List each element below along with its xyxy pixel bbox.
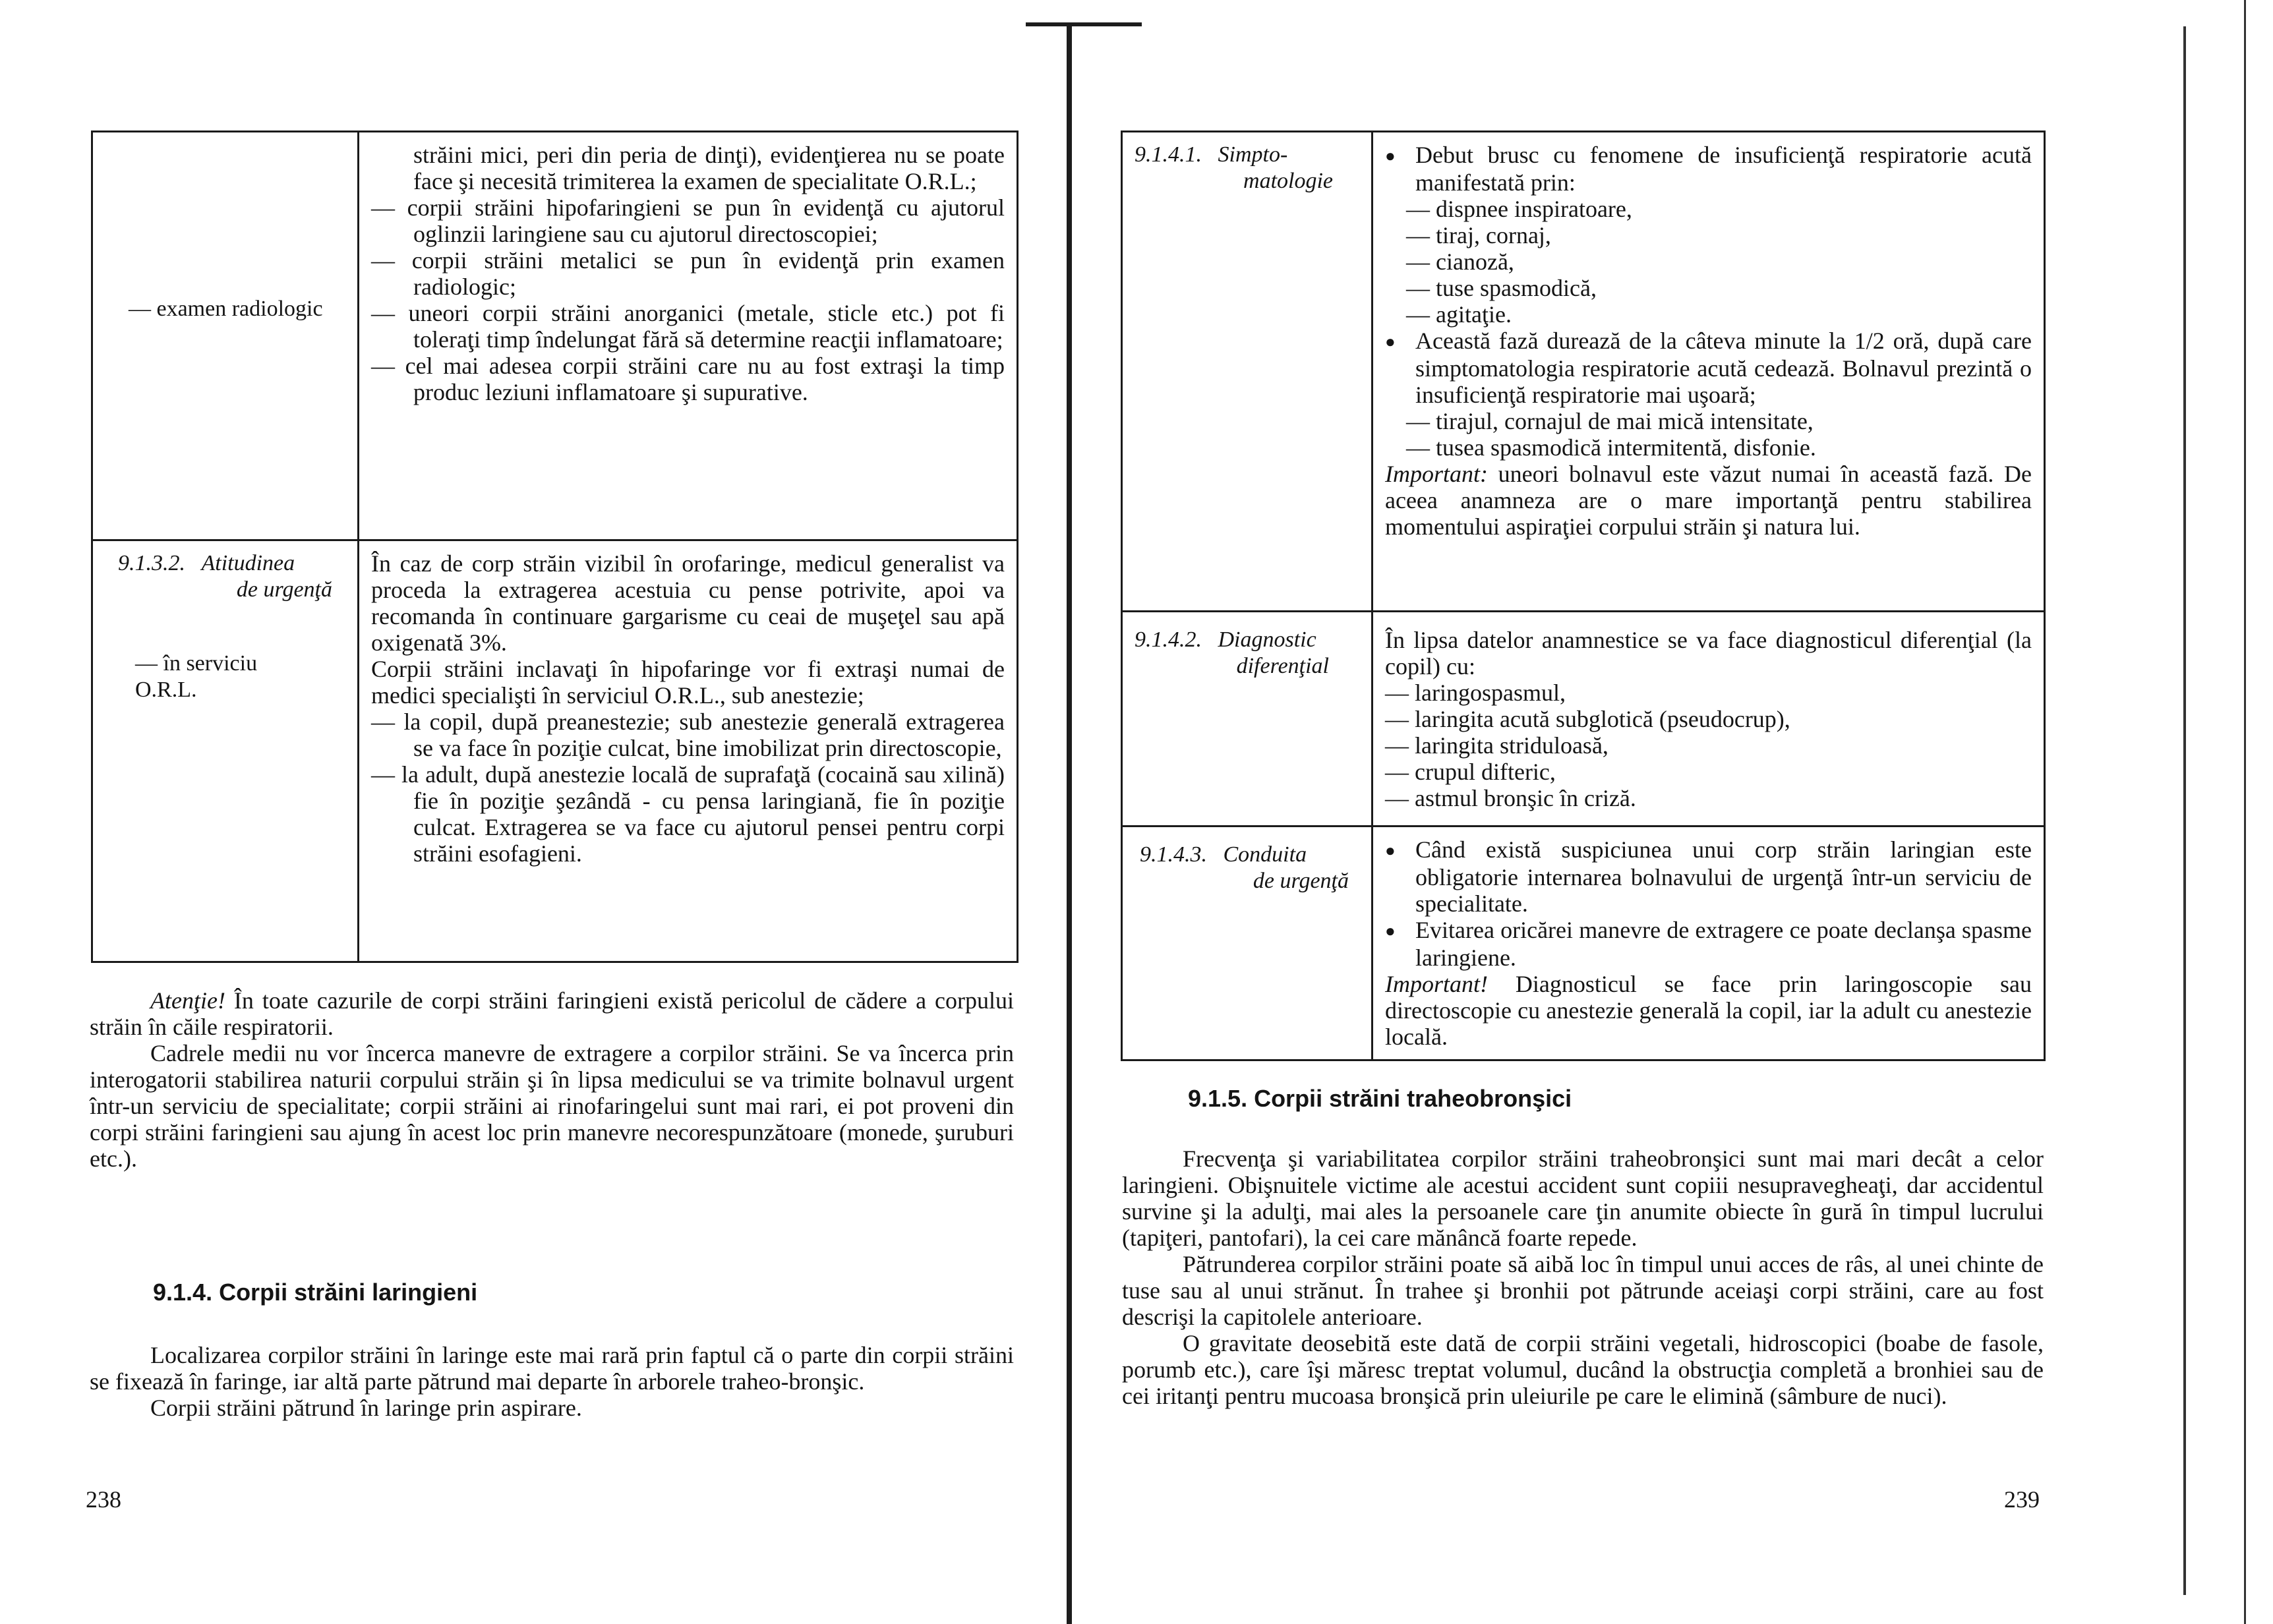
row-content xyxy=(359,132,1018,540)
row-label xyxy=(92,132,359,540)
section-heading: 9.1.4. Corpii străini laringieni xyxy=(153,1279,478,1306)
list-item: — la copil, după preanestezie; sub anestezie generală extragerea se va face în poziţie culcat, bine imobilizat prin directoscopie, xyxy=(371,709,1005,761)
row-content xyxy=(359,540,1018,962)
paragraph: O gravitate deosebită este dată de corpii străini vegetali, hidroscopici (boabe de fasole, porumb etc.), care îşi măresc treptat volumul, ducând la obstrucţia completă a bronhiei sau de cei iritanţi pentru mucoasa bronşică prin uleiurile pe care le elimină (sâmbure de nuci). xyxy=(1122,1330,2044,1409)
section-heading: 9.1.5. Corpii străini traheobronşici xyxy=(1188,1085,1572,1112)
section-label xyxy=(105,550,345,577)
table-row xyxy=(92,540,1018,962)
section-title: Atitudinea xyxy=(201,551,295,575)
right-page xyxy=(1073,0,2273,1624)
left-page xyxy=(0,0,1068,1624)
section-title-line2: matologie xyxy=(1243,169,1333,193)
list-item: — la adult, după anestezie locală de suprafaţă (cocaină sau xilină) fie în poziţie şezândă - cu pensa laringiană, fie în poziţie culcat. Extragerea se va face cu ajutorul pensei pentru corpi străini esofagieni. xyxy=(371,761,1005,867)
list-item: — uneori corpii străini anorganici (metale, sticle etc.) pot fi toleraţi timp îndelungat fără să determine reacţii inflamatoare; xyxy=(371,300,1005,353)
section-label xyxy=(1135,842,1359,868)
bullet-item: ● Această fază durează de la câteva minute la 1/2 oră, după care simptomatologia respiratorie acută cedează. Bolnavul prezintă o insuficienţă respiratorie mai uşoară; xyxy=(1385,328,2032,408)
section-number: 9.1.4.2. xyxy=(1135,627,1202,652)
right-body-text xyxy=(1122,1146,2044,1409)
section-title-line2: de urgenţă xyxy=(236,577,332,602)
left-table xyxy=(91,130,1018,963)
attention-paragraph xyxy=(90,987,1014,1040)
left-body-text xyxy=(90,987,1014,1172)
section-title: Conduita xyxy=(1223,842,1307,867)
bullet-item: ● Debut brusc cu fenomene de insuficienţă respiratorie acută manifestată prin: xyxy=(1385,142,2032,196)
list-item: — tuse spasmodică, xyxy=(1385,275,2032,301)
continuation-text: străini mici, peri din peria de dinţi), evidenţierea nu se poate face şi necesită trimiterea la examen de specialitate O.R.L.; xyxy=(413,142,1005,194)
row-content xyxy=(1373,132,2045,612)
paragraph: Corpii străini inclavaţi în hipofaringe vor fi extraşi numai de medici specialişti în serviciul O.R.L., sub anestezie; xyxy=(371,656,1005,709)
label-examen-radiologic: — examen radiologic xyxy=(129,297,323,321)
page-number: 238 xyxy=(86,1486,121,1513)
list-item: — laringita acută subglotică (pseudocrup), xyxy=(1385,706,2032,732)
important-label: Important! xyxy=(1385,971,1488,997)
paragraph: Frecvenţa şi variabilitatea corpilor străini traheobronşici sunt mai mari decât a celor laringieni. Obişnuitele victime ale acestui accident sunt copiii nesupravegheaţi, dar accidentul survine şi la adulţi, mai ales la persoanele care ţin anumite obiecte în gură în timpul lucrului (tapiţeri, pantofari), la cei care mănâncă foarte repede. xyxy=(1122,1146,2044,1251)
paragraph: Localizarea corpilor străini în laringe este mai rară prin faptul că o parte din corpii străini se fixează în faringe, iar altă parte pătrund mai departe în arborele traheo-bronşic. xyxy=(90,1342,1014,1395)
important-text: Diagnosticul se face prin laringoscopie sau directoscopie cu anestezie generală la copil, iar la adult cu anestezie locală. xyxy=(1385,971,2032,1050)
list-item: — cianoză, xyxy=(1385,248,2032,275)
section-title-line2: de urgenţă xyxy=(1253,869,1349,893)
section-number: 9.1.4.1. xyxy=(1135,142,1202,167)
important-text: uneori bolnavul este văzut numai în această fază. De aceea anamneza are o mare importanţă pentru stabilirea momentului aspiraţiei corpului străin şi natura lui. xyxy=(1385,461,2032,540)
attention-label: Atenţie! xyxy=(150,987,225,1014)
row-label xyxy=(1122,826,1373,1060)
paragraph: Corpii străini pătrund în laringe prin aspirare. xyxy=(150,1395,582,1421)
list-item: — dispnee inspiratoare, xyxy=(1385,196,2032,222)
section-number: 9.1.4.3. xyxy=(1140,842,1207,867)
paragraph: În caz de corp străin vizibil în orofaringe, medicul generalist va proceda la extragerea acestuia cu pense potrivite, apoi va recomanda în continuare gargarisme cu ceai de muşeţel sau apă oxigenată 3%. xyxy=(371,550,1005,656)
table-row xyxy=(92,132,1018,540)
sub-label: — în serviciu O.R.L. xyxy=(135,651,258,702)
row-label xyxy=(1122,132,1373,612)
list-item: — astmul bronşic în criză. xyxy=(1385,785,2032,811)
section-title-line2: diferenţial xyxy=(1236,654,1329,678)
section-title: Simpto- xyxy=(1218,142,1288,167)
list-item: — agitaţie. xyxy=(1385,301,2032,328)
paragraph: Cadrele medii nu vor încerca manevre de extragere a corpilor străini. Se va încerca prin interogatorii stabilirea naturii corpului străin şi în lipsa medicului se va trimite bolnavul urgent într-un serviciu de specialitate; corpii străini ai rinofaringelui sunt mai rari, ei pot proveni din corpi străini faringieni sau ajung în acest loc prin manevre necorespunzătoare (monede, şuruburi etc.). xyxy=(90,1040,1014,1172)
table-row xyxy=(1122,826,2045,1060)
right-table xyxy=(1121,130,2046,1061)
paragraph: În lipsa datelor anamnestice se va face diagnosticul diferenţial (la copil) cu: xyxy=(1385,627,2032,680)
section-label xyxy=(1135,627,1359,653)
page-number: 239 xyxy=(2004,1486,2040,1513)
important-note xyxy=(1385,461,2032,540)
list-item: — laringita striduloasă, xyxy=(1385,732,2032,759)
bullet-item: ● Evitarea oricărei manevre de extragere ce poate declanşa spasme laringiene. xyxy=(1385,917,2032,971)
row-content xyxy=(1373,826,2045,1060)
important-label: Important: xyxy=(1385,461,1488,487)
section-label xyxy=(1135,142,1359,168)
table-row xyxy=(1122,612,2045,826)
section-number: 9.1.3.2. xyxy=(118,551,185,575)
section-title: Diagnostic xyxy=(1218,627,1316,652)
list-item: — corpii străini metalici se pun în evidenţă prin examen radiologic; xyxy=(371,247,1005,300)
list-item: — crupul difteric, xyxy=(1385,759,2032,785)
list-item: — corpii străini hipofaringieni se pun în evidenţă cu ajutorul oglinzii laringiene sau cu ajutorul directoscopiei; xyxy=(371,194,1005,247)
list-item: — tiraj, cornaj, xyxy=(1385,222,2032,248)
left-body-text-2 xyxy=(90,1342,1014,1421)
attention-text: În toate cazurile de corpi străini faringieni există pericolul de cădere a corpului străin în căile respiratorii. xyxy=(90,987,1014,1040)
bullet-item: ● Când există suspiciunea unui corp străin laringian este obligatorie internarea bolnavului de urgenţă într-un serviciu de specialitate. xyxy=(1385,836,2032,917)
list-item: — tusea spasmodică intermitentă, disfonie. xyxy=(1385,434,2032,461)
list-item: — laringospasmul, xyxy=(1385,680,2032,706)
paragraph: Pătrunderea corpilor străini poate să aibă loc în timpul unui acces de râs, al unei chinte de tuse sau al unui strănut. În trahee şi bronhii pot pătrunde aceiaşi corpi străini, care au fost descrişi la capitolele anterioare. xyxy=(1122,1251,2044,1330)
table-row xyxy=(1122,132,2045,612)
list-item: — tirajul, cornajul de mai mică intensitate, xyxy=(1385,408,2032,434)
row-label xyxy=(1122,612,1373,826)
list-item: — cel mai adesea corpii străini care nu au fost extraşi la timp produc leziuni inflamatoare şi supurative. xyxy=(371,353,1005,405)
row-label xyxy=(92,540,359,962)
important-note xyxy=(1385,971,2032,1050)
row-content xyxy=(1373,612,2045,826)
